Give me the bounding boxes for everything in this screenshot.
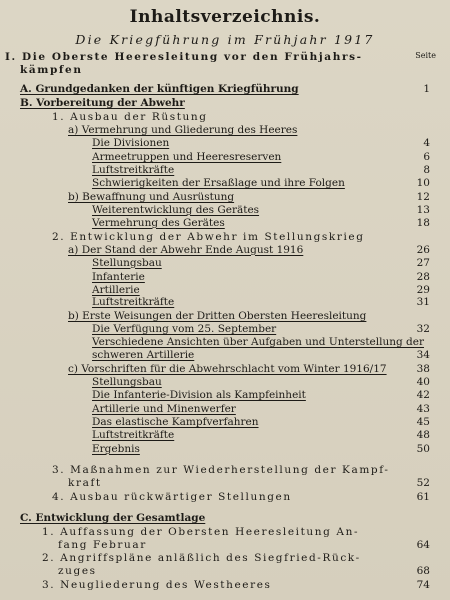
toc-entry-page-number: 64: [416, 539, 430, 552]
toc-entry-page-number: 26: [416, 243, 430, 256]
toc-entry-page-number: 32: [416, 323, 430, 336]
toc-line: [0, 63, 450, 78]
toc-entry-text: 2. Angriffspläne anläßlich des Siegfried-Rück-: [42, 552, 361, 565]
toc-entry-text: Verschiedene Ansichten über Aufgaben und Unterstellung der: [92, 336, 425, 349]
toc-entry-text: a) Der Stand der Abwehr Ende August 1916: [68, 243, 304, 256]
toc-entry-page-number: 18: [416, 216, 430, 229]
toc-entry-text: Artillerie und Minenwerfer: [92, 403, 236, 415]
toc-entry-text: zuges: [58, 565, 97, 578]
toc-entry-text: Die Infanterie-Division als Kampfeinheit: [92, 389, 306, 402]
toc-entry-text: b) Erste Weisungen der Dritten Obersten Heeresleitung: [68, 310, 367, 323]
toc-entry-page-number: 68: [416, 565, 430, 578]
toc-entry-text: A. Grundgedanken der künftigen Kriegführung: [20, 83, 299, 96]
toc-line: [0, 176, 450, 191]
toc-line: [0, 295, 450, 310]
toc-entry-text: Stellungsbau: [92, 256, 162, 269]
toc-entry-text: kämpfen: [20, 63, 83, 76]
toc-entry-page-number: 42: [416, 389, 430, 402]
toc-entry-text: I. Die Oberste Heeresleitung vor den Frühjahrs-: [5, 51, 363, 63]
toc-entry-text: Die Divisionen: [92, 137, 170, 150]
toc-entry-page-number: 38: [416, 363, 430, 376]
toc-line: [0, 428, 450, 443]
toc-entry-text: 3. Neugliederung des Westheeres: [42, 579, 272, 591]
toc-entry-page-number: 45: [416, 415, 430, 428]
toc-entry-page-number: 43: [416, 403, 430, 415]
toc-entry-page-number: 50: [416, 442, 430, 455]
toc-entry-text: Die Verfügung vom 25. September: [92, 323, 277, 336]
toc-line: [0, 96, 450, 111]
toc-entry-text: Das elastische Kampfverfahren: [92, 415, 259, 428]
toc-entry-text: Luftstreitkräfte: [92, 428, 175, 441]
page-subtitle: Die Kriegführung im Frühjahr 1917: [75, 32, 375, 47]
toc-line: [0, 388, 450, 403]
toc-line: [0, 442, 450, 457]
toc-entry-page-number: 13: [416, 203, 430, 216]
toc-entry-page-number: 61: [416, 491, 430, 503]
toc-entry-text: a) Vermehrung und Gliederung des Heeres: [68, 124, 298, 137]
toc-entry-page-number: 34: [416, 349, 430, 362]
toc-entry-text: c) Vorschriften für die Abwehrschlacht vom Winter 1916/17: [68, 363, 387, 376]
toc-entry-page-number: 12: [416, 190, 430, 203]
toc-entry-text: 3. Maßnahmen zur Wiederherstellung der Kampf-: [52, 464, 390, 477]
toc-entry-page-number: 1: [423, 83, 430, 96]
toc-entry-text: 2. Entwicklung der Abwehr im Stellungskrieg: [52, 230, 365, 243]
toc-entry-text: 4. Ausbau rückwärtiger Stellungen: [52, 491, 292, 503]
toc-line: [0, 511, 450, 526]
toc-entry-page-number: 6: [423, 151, 430, 164]
toc-line: [0, 82, 450, 97]
toc-entry-text: Ergebnis: [92, 442, 140, 455]
toc-entry-text: Schwierigkeiten der Ersaßlage und ihre Folgen: [92, 176, 345, 189]
toc-entry-page-number: 28: [416, 270, 430, 283]
page-column-label: Seite: [415, 51, 436, 60]
toc-entry-page-number: 52: [416, 477, 430, 490]
toc-entry-page-number: 74: [416, 579, 430, 591]
toc-entry-text: Armeetruppen und Heeresreserven: [92, 151, 282, 164]
toc-entry-text: Vermehrung des Gerätes: [92, 216, 225, 229]
toc-entry-text: 1. Auffassung der Obersten Heeresleitung An-: [42, 526, 360, 539]
toc-entry-text: schweren Artillerie: [92, 349, 195, 362]
toc-entry-page-number: 31: [416, 296, 430, 309]
toc-entry-text: Luftstreitkräfte: [92, 164, 175, 176]
toc-entry-page-number: 4: [423, 137, 430, 150]
toc-entry-text: Stellungsbau: [92, 376, 162, 389]
page-title: Inhaltsverzeichnis.: [129, 7, 321, 27]
toc-line: [0, 348, 450, 363]
toc-entry-text: Artillerie: [92, 283, 140, 296]
toc-entry-page-number: 27: [416, 256, 430, 269]
toc-line: [0, 216, 450, 231]
toc-entry-text: kraft: [68, 477, 102, 490]
toc-entry-text: Weiterentwicklung des Gerätes: [92, 203, 260, 216]
toc-line: [0, 490, 450, 505]
toc-line: [0, 578, 450, 593]
toc-entry-page-number: 29: [416, 283, 430, 296]
toc-entry-text: fang Februar: [58, 539, 147, 552]
toc-entry-page-number: 48: [416, 428, 430, 441]
toc-entry-text: C. Entwicklung der Gesamtlage: [20, 512, 206, 525]
toc-entry-text: Infanterie: [92, 270, 145, 283]
toc-line: [0, 136, 450, 151]
toc-entry-text: 1. Ausbau der Rüstung: [52, 111, 208, 124]
toc-entry-page-number: 40: [416, 376, 430, 389]
toc-line: [0, 476, 450, 491]
toc-entry-text: B. Vorbereitung der Abwehr: [20, 97, 185, 110]
toc-entry-text: b) Bewaffnung und Ausrüstung: [68, 190, 235, 203]
toc-entry-page-number: 10: [416, 176, 430, 189]
toc-entry-page-number: 8: [423, 164, 430, 176]
toc-line: [0, 564, 450, 579]
toc-line: [0, 256, 450, 271]
toc-entry-text: Luftstreitkräfte: [92, 296, 175, 309]
